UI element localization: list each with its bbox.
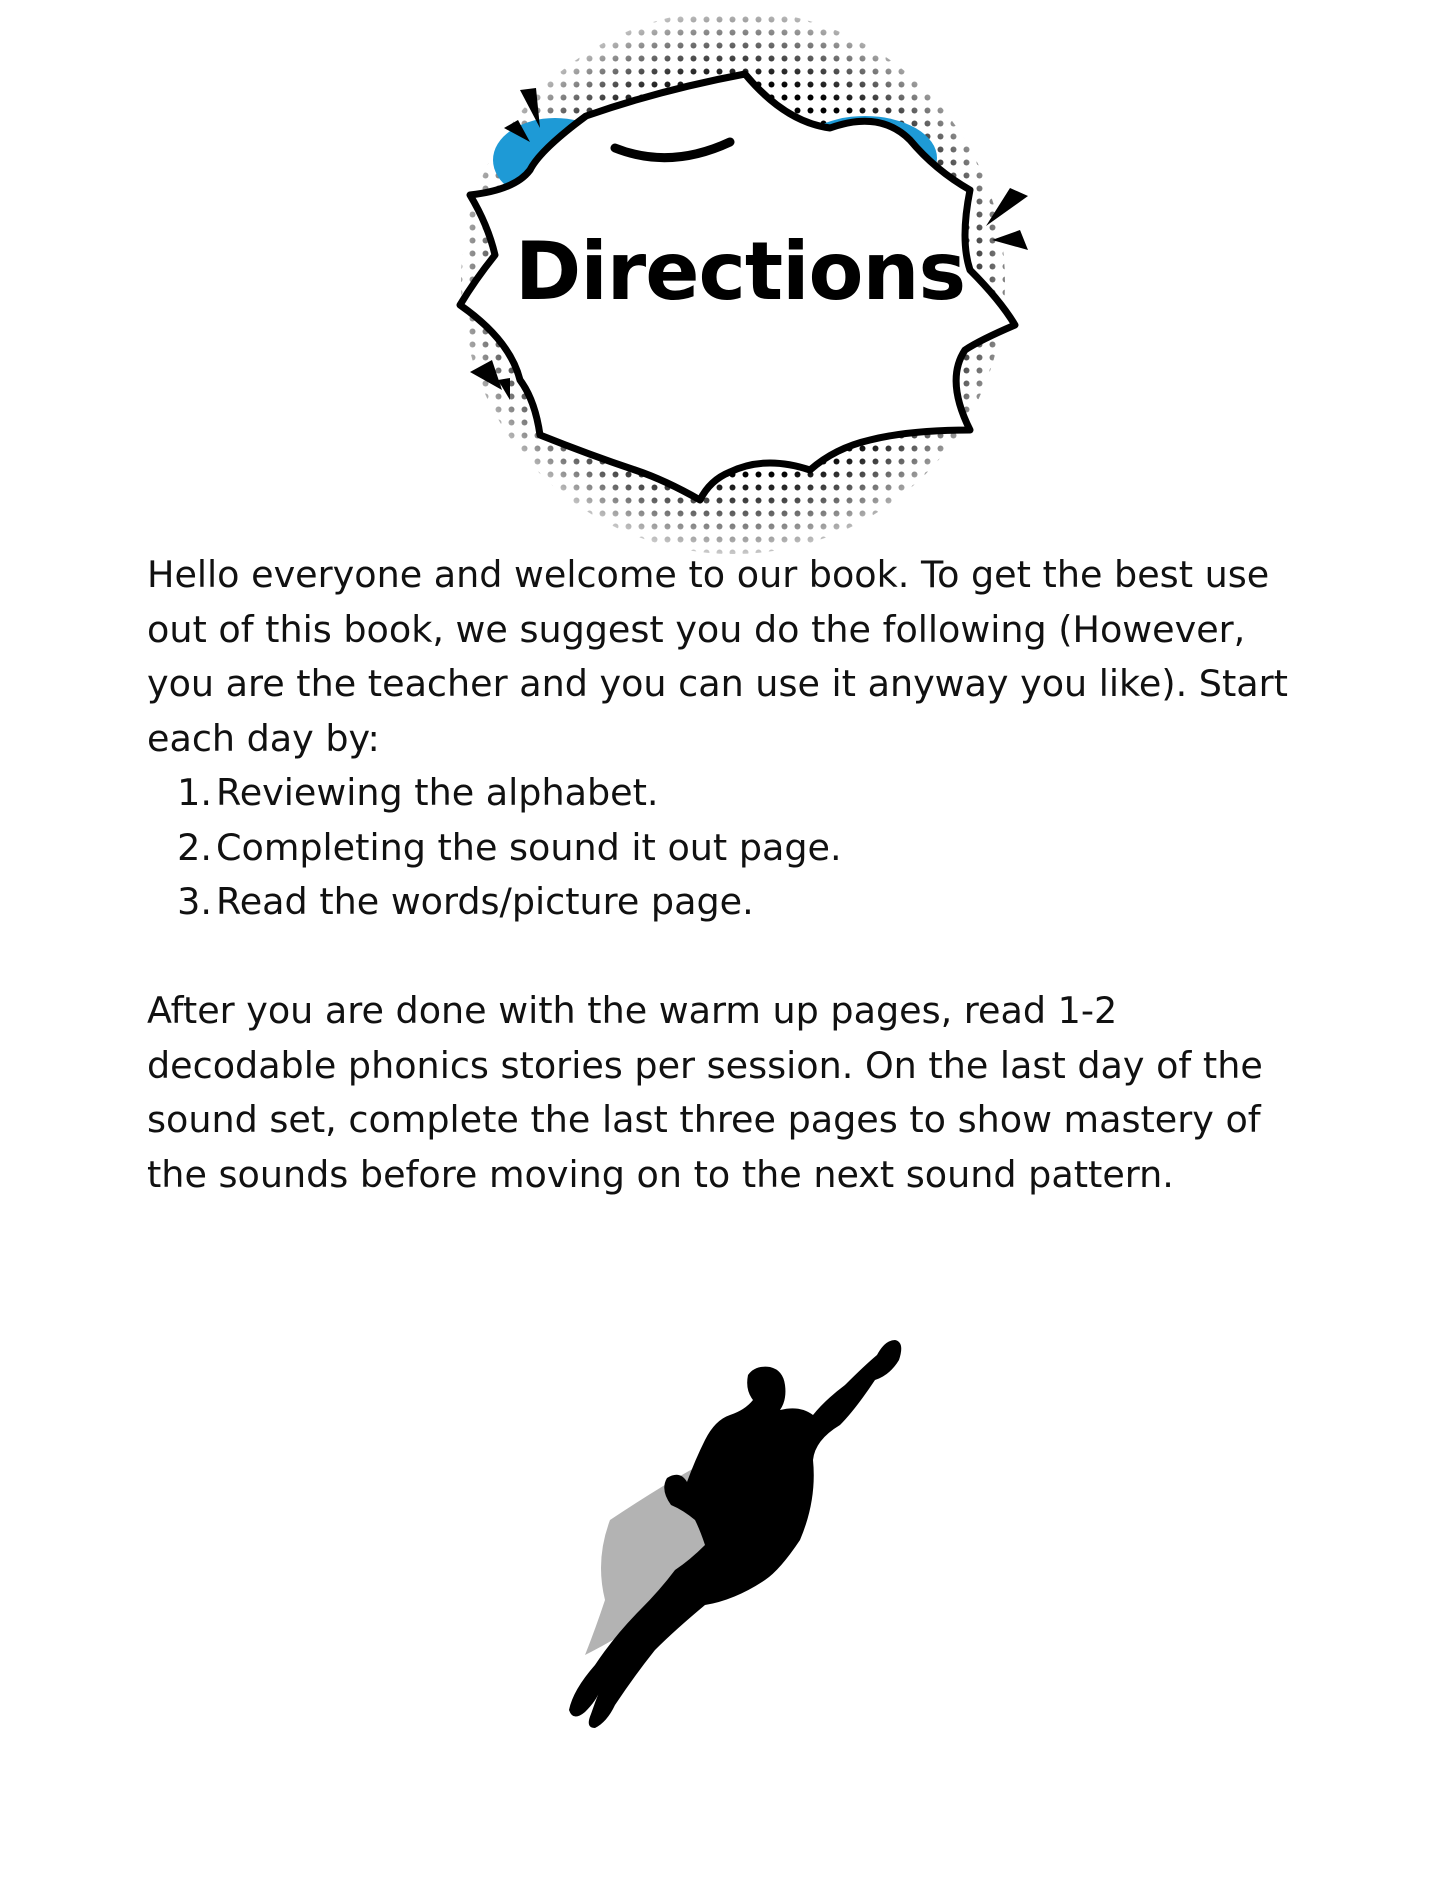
closing-line: decodable phonics stories per session. On the last day of the [147,1043,1263,1087]
intro-paragraph [147,548,1327,766]
steps-list [147,766,1327,930]
step-number: 1. [177,771,212,814]
step-number: 3. [177,880,212,923]
list-item [147,821,1327,876]
flying-superhero-icon [555,1330,915,1730]
closing-line: sound set, complete the last three pages to show mastery of [147,1098,1261,1141]
step-text: Completing the sound it out page. [216,825,842,869]
directions-body [147,548,1327,1202]
intro-line: Hello everyone and welcome to our book. To get the best use [147,553,1270,596]
paragraph-gap [147,930,1327,985]
page-title: Directions [514,225,966,318]
step-text: Reviewing the alphabet. [216,771,659,814]
list-item [147,875,1327,930]
list-item [147,766,1327,821]
intro-line: each day by: [147,716,380,760]
step-number: 2. [177,825,212,869]
intro-line: out of this book, we suggest you do the following (However, [147,607,1246,651]
step-text: Read the words/picture page. [216,880,754,923]
closing-line: the sounds before moving on to the next sound pattern. [147,1152,1174,1196]
closing-paragraph [147,984,1327,1202]
intro-line: you are the teacher and you can use it anyway you like). Start [147,662,1288,705]
closing-line: After you are done with the warm up pages, read 1-2 [147,989,1118,1032]
